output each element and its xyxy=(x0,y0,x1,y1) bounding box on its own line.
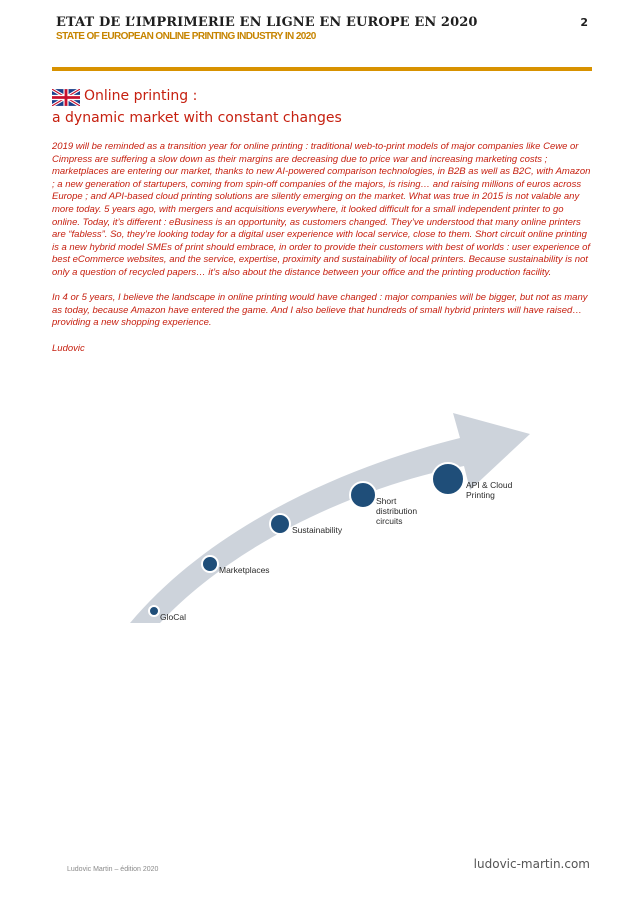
body-text xyxy=(52,141,592,368)
footer-website: ludovic-martin.com xyxy=(473,857,590,871)
step-marker-2 xyxy=(202,556,218,572)
footer-author: Ludovic Martin – édition 2020 xyxy=(67,866,159,873)
growth-arrow xyxy=(130,413,530,623)
step-marker-1 xyxy=(149,606,159,616)
paragraph-2: In 4 or 5 years, I believe the landscape in online printing would have changed : major companies will be bigger, but not as many as today, because Amazon have entered the game. And I also believe that hundreds of small hybrid printers will have raised… providing a new shopping experience. xyxy=(52,292,588,329)
uk-flag-icon xyxy=(52,89,80,106)
document-title: ETAT DE L’IMPRIMERIE EN LIGNE EN EUROPE EN 2020 xyxy=(56,15,478,30)
step-label-5: API & Cloud Printing xyxy=(466,480,513,500)
header xyxy=(56,15,587,42)
section-heading-line1: Online printing : xyxy=(84,88,198,104)
step-marker-4 xyxy=(350,482,376,508)
signature: Ludovic xyxy=(52,342,85,354)
step-marker-3 xyxy=(270,514,290,534)
growth-arrow-diagram xyxy=(100,378,550,648)
step-label-3: Sustainability xyxy=(292,525,343,535)
header-divider xyxy=(52,67,592,71)
document-subtitle: STATE OF EUROPEAN ONLINE PRINTING INDUSTRY IN 2020 xyxy=(56,31,316,42)
section-heading-line2: a dynamic market with constant changes xyxy=(52,110,342,126)
step-label-4: Short distribution circuits xyxy=(376,496,418,526)
step-label-1: GloCal xyxy=(160,612,186,622)
paragraph-1: 2019 will be reminded as a transition year for online printing : traditional web-to-print models of major companies like Cewe or Cimpress are suffering a slow down as their margins are decreasing due to price war and increasing marketing costs ; marketplaces are entering our market, thanks to new AI-powered comparison technologies, in B2B as well as B2C, with Amazon ; a new generation of startupers, coming from spin-off companies of the majors, is rising… and raising millions of euros across Europe ; and API-based cloud printing solutions are silently emerging on the market. What was true in 2015 is not valable any more today. 5 years ago, with mergers and acquisitions everywhere, it looked difficult for a small independent printer to go online. Today, it’s different : eBusiness is an opportunity, as customers changed. They’ve understood that many online printers are “fabless”. So, they’re looking today for a digital user experience with local service, close to them. Short circuit online printing is a new hybrid model SMEs of print should embrace, in order to provide their customers with best of worlds : user experience of best eCommerce websites, and the service, expertise, proximity and sustainability of local printers. Because sustainability is not only a question of recycled papers… it’s also about the distance between your office and the printing production facility. xyxy=(52,141,591,278)
step-label-2: Marketplaces xyxy=(219,565,270,575)
page-number: 2 xyxy=(580,16,588,29)
step-marker-5 xyxy=(432,463,464,495)
